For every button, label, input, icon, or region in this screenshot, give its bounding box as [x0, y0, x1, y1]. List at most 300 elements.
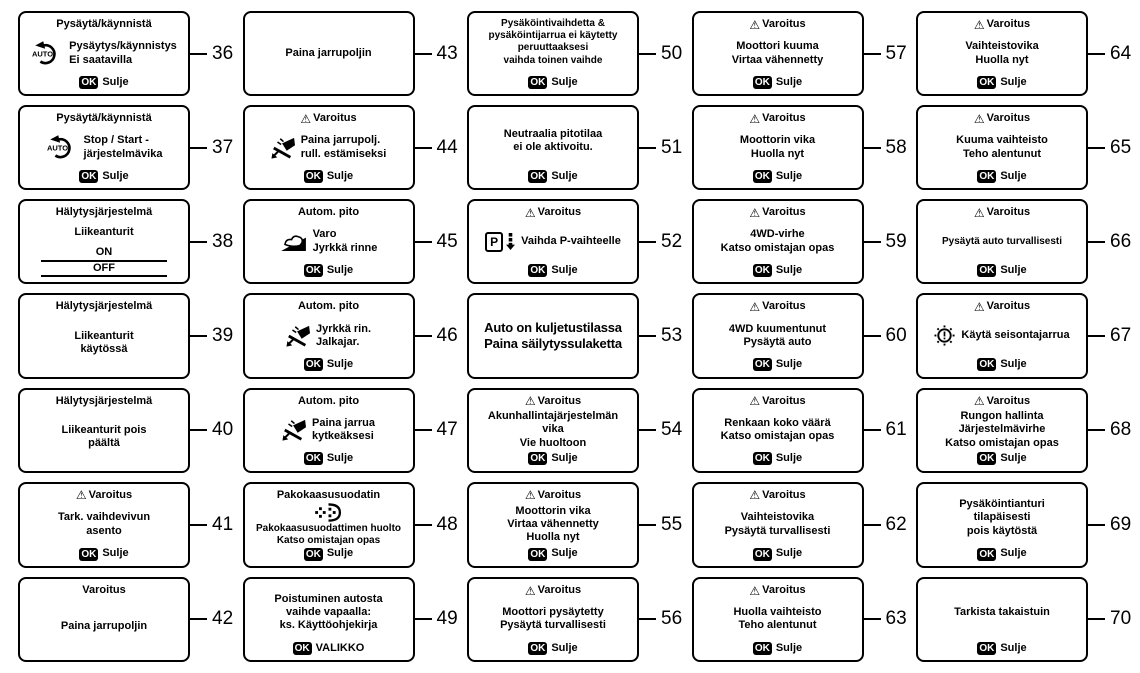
body-line: Teho alentunut	[738, 619, 817, 632]
box-title	[251, 395, 407, 408]
body-line: pysäköintijarrua ei käytetty	[488, 30, 618, 42]
body-line: Pysäytä turvallisesti	[500, 619, 606, 632]
box-title	[26, 300, 182, 313]
body-lines	[961, 329, 1069, 342]
warning-triangle-icon: ⚠	[749, 583, 761, 598]
option-on: ON	[41, 246, 167, 262]
callout-line	[1088, 429, 1105, 431]
box-title	[475, 489, 631, 502]
box-title	[924, 112, 1080, 125]
message-box-40	[18, 388, 190, 473]
callout-line	[639, 241, 656, 243]
callout-line	[639, 429, 656, 431]
message-box-69	[916, 482, 1088, 568]
body-line: Järjestelmävirhe	[958, 423, 1046, 436]
svg-text:AUTO: AUTO	[46, 143, 68, 153]
box-body	[251, 408, 407, 452]
message-unit-56	[467, 577, 692, 662]
body-line: ks. Käyttöohjekirja	[279, 619, 378, 632]
body-line: peruuttaaksesi	[517, 42, 589, 54]
box-title-text: Varoitus	[537, 488, 582, 501]
message-unit-53	[467, 293, 692, 378]
box-title	[700, 18, 856, 31]
message-box-47	[243, 388, 415, 473]
body-line: Huolla vaihteisto	[733, 606, 822, 619]
callout-number: 49	[436, 608, 458, 630]
box-body	[700, 126, 856, 170]
callout-line	[1088, 524, 1105, 526]
box-title-text: Varoitus	[986, 112, 1031, 125]
box-title	[700, 489, 856, 502]
ok-button-glyph: OK	[305, 265, 321, 277]
box-title	[700, 584, 856, 597]
body-line: Renkaan koko väärä	[724, 416, 831, 429]
body-line: Tark. vaihdevivun	[57, 511, 151, 524]
box-body	[924, 31, 1080, 75]
ok-row	[26, 547, 182, 561]
body-line: Pysäytä auto turvallisesti	[941, 235, 1063, 247]
body-lines	[285, 47, 371, 60]
body-line: Paina säilytyssulaketta	[484, 336, 622, 352]
ok-row	[475, 170, 631, 184]
warning-triangle-icon: ⚠	[524, 488, 536, 503]
brake-pedal-press-icon	[286, 324, 310, 348]
message-unit-55	[467, 482, 692, 568]
ok-action-label: Sulje	[551, 75, 578, 88]
body-line: Liikeanturit pois	[61, 423, 147, 436]
body-line: Virtaa vähennetty	[731, 53, 824, 66]
warning-triangle-icon: ⚠	[973, 17, 985, 32]
message-box-46	[243, 293, 415, 378]
box-body	[475, 18, 631, 76]
message-box-45	[243, 199, 415, 284]
warning-triangle-icon: ⚠	[749, 205, 761, 220]
box-body	[700, 220, 856, 264]
message-unit-67	[916, 293, 1140, 378]
svg-text:AUTO: AUTO	[32, 49, 54, 59]
ok-row	[700, 264, 856, 278]
body-line: Katso omistajan opas	[720, 430, 835, 443]
ok-button-glyph: OK	[979, 171, 995, 183]
callout-line	[864, 524, 881, 526]
body-line: Vaihteistovika	[965, 40, 1039, 53]
box-title-text: Hälytysjärjestelmä	[55, 300, 153, 313]
body-line: Huolla nyt	[526, 531, 580, 544]
body-line: pois käytöstä	[966, 524, 1038, 537]
message-unit-48	[243, 482, 468, 568]
callout-number: 51	[661, 136, 683, 158]
onoff-options	[26, 246, 182, 278]
body-lines	[721, 228, 835, 255]
body-lines	[274, 593, 382, 633]
body-lines	[61, 620, 147, 633]
callout-line	[415, 524, 432, 526]
callout-number: 52	[661, 230, 683, 252]
box-title-text: Varoitus	[537, 394, 582, 407]
ok-row	[700, 76, 856, 90]
body-line: Varo	[312, 228, 337, 241]
callout-line	[415, 241, 432, 243]
callout-number: 57	[885, 42, 907, 64]
callout-number: 58	[885, 136, 907, 158]
message-unit-64	[916, 11, 1140, 96]
body-row	[485, 232, 621, 252]
callout-number: 43	[436, 42, 458, 64]
brake-pedal-press-icon	[271, 136, 295, 160]
message-box-36	[18, 11, 190, 96]
box-title-text: Pysäytä/käynnistä	[56, 112, 152, 125]
park-gear-glyph: P	[485, 232, 503, 252]
ok-row	[700, 547, 856, 561]
callout-number: 55	[661, 513, 683, 535]
body-line: Käytä seisontajarrua	[961, 329, 1070, 342]
ok-action-label: Sulje	[551, 263, 578, 276]
box-body	[700, 408, 856, 452]
ok-action-label: Sulje	[775, 358, 803, 371]
box-body	[251, 502, 407, 547]
message-unit-65	[916, 105, 1140, 190]
message-unit-70	[916, 577, 1140, 662]
body-lines	[58, 511, 150, 538]
callout-line	[415, 335, 432, 337]
message-unit-42	[18, 577, 243, 662]
box-body	[924, 584, 1080, 642]
box-title-text: Varoitus	[762, 394, 806, 407]
message-unit-68	[916, 388, 1140, 473]
callout-number: 59	[885, 230, 907, 252]
body-line: Katso omistajan opas	[720, 241, 835, 254]
body-lines	[965, 40, 1038, 67]
box-body	[251, 220, 407, 264]
callout-number: 45	[436, 230, 458, 252]
ok-button-glyph: OK	[979, 265, 995, 277]
body-lines	[740, 134, 815, 161]
body-lines	[313, 228, 378, 255]
message-unit-58	[692, 105, 917, 190]
body-lines	[732, 40, 824, 67]
box-title-text: Varoitus	[762, 300, 806, 313]
box-title-text: Hälytysjärjestelmä	[55, 206, 153, 219]
body-lines	[942, 236, 1062, 248]
message-box-59	[692, 199, 864, 284]
box-body	[26, 502, 182, 547]
ok-action-label: VALIKKO	[315, 641, 365, 654]
message-box-44	[243, 105, 415, 190]
body-line: Kuuma vaihteisto	[956, 134, 1048, 147]
body-line: Rungon hallinta	[960, 409, 1044, 422]
box-body	[26, 408, 182, 467]
body-line: Stop / Start -	[83, 134, 149, 147]
ok-button-glyph: OK	[754, 453, 770, 465]
body-lines	[301, 134, 387, 161]
ok-action-label: Sulje	[1000, 263, 1027, 276]
box-title	[924, 300, 1080, 313]
body-line: Ei saatavilla	[69, 53, 133, 66]
ok-row	[475, 76, 631, 90]
body-line: Teho alentunut	[962, 147, 1041, 160]
warning-triangle-icon: ⚠	[749, 488, 761, 503]
callout-number: 40	[212, 419, 234, 441]
box-body	[700, 314, 856, 358]
message-unit-41	[18, 482, 243, 568]
message-unit-63	[692, 577, 917, 662]
body-lines	[84, 134, 163, 161]
ok-button-glyph: OK	[530, 76, 546, 88]
ok-row	[924, 170, 1080, 184]
message-unit-37	[18, 105, 243, 190]
box-title	[26, 112, 182, 125]
ok-action-label: Sulje	[102, 75, 129, 88]
box-title-text: Varoitus	[537, 206, 582, 219]
callout-line	[639, 524, 656, 526]
message-unit-38	[18, 199, 243, 284]
body-lines	[316, 323, 371, 350]
auto-stop-start-icon	[46, 135, 78, 160]
body-line: Akunhallintajärjestelmän	[487, 409, 619, 422]
callout-number: 62	[885, 513, 907, 535]
body-lines	[484, 320, 622, 354]
body-line: Huolla nyt	[975, 53, 1029, 66]
ok-row	[475, 547, 631, 561]
box-title	[924, 395, 1080, 408]
box-title	[475, 395, 631, 408]
message-box-64	[916, 11, 1088, 96]
body-lines	[956, 134, 1048, 161]
box-body	[475, 502, 631, 547]
message-box-63	[692, 577, 864, 662]
message-box-39	[18, 293, 190, 378]
message-box-55	[467, 482, 639, 568]
ok-action-label: Sulje	[1000, 452, 1027, 465]
body-line: Vaihda P-vaihteelle	[521, 235, 621, 248]
message-box-68	[916, 388, 1088, 473]
box-title-text: Autom. pito	[297, 206, 360, 219]
box-body	[700, 31, 856, 75]
warning-triangle-icon: ⚠	[524, 205, 536, 220]
message-box-51	[467, 105, 639, 190]
body-lines	[959, 498, 1045, 538]
ok-row	[251, 358, 407, 372]
box-body	[475, 112, 631, 170]
callout-number: 42	[212, 608, 234, 630]
message-box-41	[18, 482, 190, 568]
body-line: vaihda toinen vaihde	[503, 54, 603, 66]
body-line: Pysäytä auto	[743, 335, 812, 348]
body-line: 4WD kuumentunut	[728, 322, 827, 335]
body-line: Huolla nyt	[750, 147, 805, 160]
ok-button-glyph: OK	[81, 76, 97, 88]
callout-line	[1088, 147, 1105, 149]
body-line: Jyrkkä rin.	[315, 322, 372, 335]
message-box-62	[692, 482, 864, 568]
ok-button-glyph: OK	[530, 265, 546, 277]
ok-button-glyph: OK	[754, 548, 770, 560]
callout-number: 37	[212, 136, 234, 158]
callout-line	[639, 53, 656, 55]
box-body	[26, 126, 182, 170]
callout-line	[1088, 618, 1105, 620]
ok-row	[924, 76, 1080, 90]
body-row	[271, 134, 387, 161]
warning-triangle-icon: ⚠	[973, 394, 985, 409]
ok-button-glyph: OK	[979, 453, 995, 465]
box-body	[251, 314, 407, 358]
body-lines	[69, 40, 177, 67]
callout-number: 44	[436, 136, 458, 158]
ok-action-label: Sulje	[326, 169, 354, 182]
ok-row	[700, 170, 856, 184]
body-line: 4WD-virhe	[750, 228, 805, 241]
box-title-text: Varoitus	[762, 488, 806, 501]
ok-action-label: Sulje	[1000, 547, 1027, 560]
message-unit-57	[692, 11, 917, 96]
box-title	[26, 395, 182, 408]
callout-line	[864, 618, 881, 620]
box-body	[251, 18, 407, 90]
box-title	[475, 206, 631, 219]
body-line: rull. estämiseksi	[300, 147, 387, 160]
message-box-61	[692, 388, 864, 473]
callout-line	[864, 335, 881, 337]
callout-number: 63	[885, 608, 907, 630]
callout-number: 68	[1110, 419, 1132, 441]
message-unit-59	[692, 199, 917, 284]
ok-action-label: Sulje	[326, 547, 354, 560]
ok-row	[251, 642, 407, 656]
callout-line	[639, 618, 656, 620]
box-title-text: Varoitus	[986, 18, 1031, 30]
callout-line	[190, 429, 207, 431]
box-title-text: Autom. pito	[297, 300, 360, 313]
message-box-57	[692, 11, 864, 96]
message-unit-50	[467, 11, 692, 96]
body-line: Moottori pysäytetty	[502, 606, 604, 619]
body-line: päältä	[88, 437, 120, 450]
body-line: Paina jarrupoljin	[60, 619, 148, 632]
ok-button-glyph: OK	[81, 171, 97, 183]
warning-triangle-icon: ⚠	[973, 300, 985, 315]
body-lines	[954, 606, 1050, 619]
message-unit-49	[243, 577, 468, 662]
callout-number: 61	[885, 419, 907, 441]
box-body	[26, 314, 182, 373]
box-title-text: Varoitus	[986, 206, 1031, 219]
box-title-text: Varoitus	[762, 583, 806, 596]
body-line: asento	[86, 524, 122, 537]
ok-button-glyph: OK	[979, 359, 995, 371]
callout-line	[1088, 335, 1105, 337]
body-line: Auto on kuljetustilassa	[484, 319, 622, 335]
ok-action-label: Sulje	[1000, 75, 1027, 88]
ok-row	[924, 264, 1080, 278]
box-title-text: Hälytysjärjestelmä	[55, 394, 153, 407]
ok-button-glyph: OK	[305, 359, 321, 371]
ok-button-glyph: OK	[754, 359, 770, 371]
body-line: Jyrkkä rinne	[312, 241, 378, 254]
box-title-text: Pysäytä/käynnistä	[56, 18, 152, 30]
box-body	[700, 502, 856, 547]
message-box-48	[243, 482, 415, 568]
body-line: Poistuminen autosta	[274, 592, 383, 605]
ok-row	[924, 452, 1080, 466]
callout-number: 56	[661, 608, 683, 630]
ok-row	[251, 264, 407, 278]
box-title	[251, 489, 407, 502]
box-title	[26, 18, 182, 31]
callout-number: 66	[1110, 230, 1132, 252]
ok-row	[26, 170, 182, 184]
callout-number: 54	[661, 419, 683, 441]
body-line: Moottori kuuma	[736, 40, 819, 53]
box-title	[251, 206, 407, 219]
body-line: tilapäisesti	[973, 511, 1031, 524]
callout-number: 38	[212, 230, 234, 252]
box-body	[251, 584, 407, 642]
callout-number: 53	[661, 324, 683, 346]
message-box-67	[916, 293, 1088, 378]
ok-button-glyph: OK	[754, 642, 770, 654]
ok-action-label: Sulje	[551, 452, 578, 465]
warning-triangle-icon: ⚠	[749, 394, 761, 409]
ok-action-label: Sulje	[326, 358, 354, 371]
ok-action-label: Sulje	[102, 169, 129, 182]
ok-action-label: Sulje	[1000, 169, 1027, 182]
ok-button-glyph: OK	[81, 548, 97, 560]
warning-triangle-icon: ⚠	[973, 111, 985, 126]
body-lines	[62, 424, 147, 451]
box-title	[700, 395, 856, 408]
message-unit-40	[18, 388, 243, 473]
body-lines	[945, 410, 1059, 450]
body-line: Pysäköintivaihdetta &	[501, 18, 605, 29]
box-body	[475, 300, 631, 372]
ok-row	[700, 358, 856, 372]
callout-line	[190, 53, 207, 55]
callout-line	[864, 241, 881, 243]
callout-line	[190, 335, 207, 337]
ok-row	[475, 642, 631, 656]
box-body	[26, 597, 182, 656]
message-unit-66	[916, 199, 1140, 284]
message-unit-47	[243, 388, 468, 473]
box-title-text: Varoitus	[313, 112, 357, 125]
shift-to-park-icon	[485, 232, 515, 252]
callout-line	[864, 53, 881, 55]
body-lines	[504, 128, 602, 155]
callout-number: 39	[212, 324, 234, 346]
ok-action-label: Sulje	[102, 547, 129, 560]
box-title	[924, 18, 1080, 31]
callout-number: 60	[885, 324, 907, 346]
message-box-56	[467, 577, 639, 662]
ok-action-label: Sulje	[326, 263, 354, 276]
callout-number: 50	[661, 42, 683, 64]
message-box-53	[467, 293, 639, 378]
callout-line	[1088, 241, 1105, 243]
ok-button-glyph: OK	[530, 171, 546, 183]
warning-triangle-icon: ⚠	[75, 488, 87, 503]
exhaust-filter-icon	[315, 503, 342, 522]
ok-action-label: Sulje	[551, 169, 578, 182]
message-unit-61	[692, 388, 917, 473]
ok-row	[924, 547, 1080, 561]
body-lines	[489, 18, 618, 67]
ok-row	[475, 264, 631, 278]
body-line: Neutraalia pitotilaa	[503, 127, 603, 140]
body-line: Liikeanturit	[74, 329, 134, 342]
message-box-65	[916, 105, 1088, 190]
callout-number: 41	[212, 513, 234, 535]
